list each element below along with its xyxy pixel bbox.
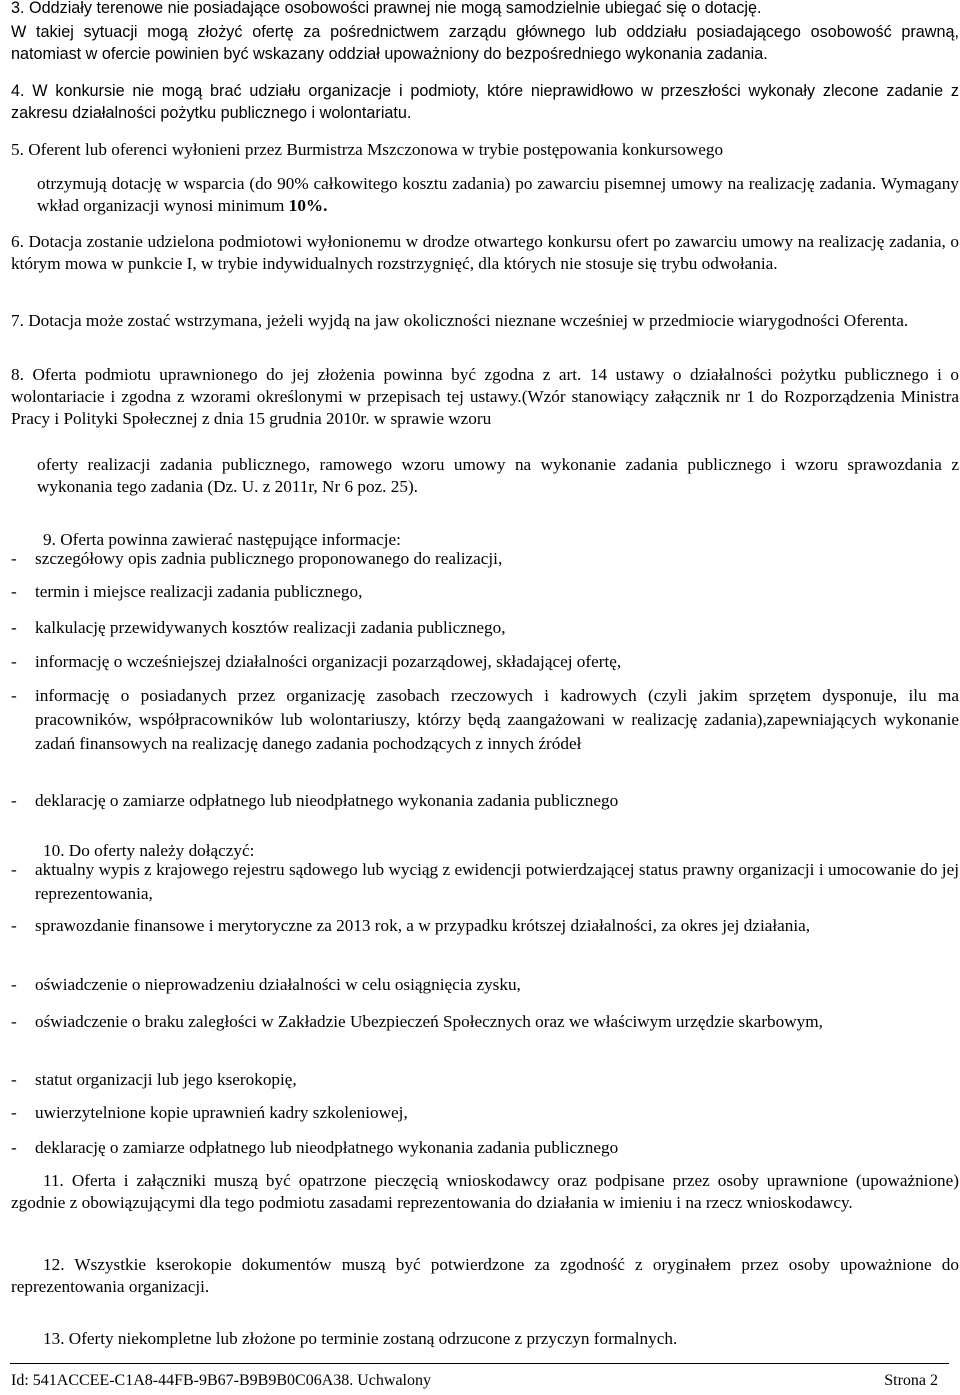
dash-bullet: -	[11, 582, 17, 601]
paragraph-11	[11, 1170, 959, 1214]
list-item-text: statut organizacji lub jego kserokopię,	[35, 1070, 297, 1089]
paragraph-3-first-line: Oddziały terenowe nie posiadające osobowości prawnej nie mogą samodzielnie ubiegać się o dotację.	[29, 0, 762, 17]
paragraph-13-text: Oferty niekompletne lub złożone po terminie zostaną odrzucone z przyczyn formalnych.	[68, 1329, 678, 1349]
list-item	[11, 789, 959, 813]
list-item-text: oświadczenie o nieprowadzeniu działalności w celu osiągnięcia zysku,	[35, 975, 521, 994]
paragraph-4-text: W konkursie nie mogą brać udziału organizacje i podmioty, które nieprawidłowo w przeszłości wykonały zlecone zadanie z zakresu działalności pożytku publicznego i wolontariatu.	[11, 82, 959, 122]
paragraph-3-line1	[11, 0, 959, 19]
list-item-text: deklarację o zamiarze odpłatnego lub nieodpłatnego wykonania zadania publicznego	[35, 1138, 619, 1157]
dash-bullet: -	[11, 652, 17, 671]
paragraph-7-text: Dotacja może zostać wstrzymana, jeżeli wyjdą na jaw okoliczności nieznane wcześniej w przedmiocie wiarygodności Oferenta.	[28, 311, 909, 330]
paragraph-5-line1	[11, 139, 959, 161]
dash-bullet: -	[11, 618, 17, 637]
paragraph-5-first-line: Oferent lub oferenci wyłonieni przez Burmistrza Mszczonowa w trybie postępowania konkursowego	[28, 140, 724, 159]
paragraph-7-number: 7.	[11, 311, 24, 330]
paragraph-11-number: 11.	[43, 1171, 64, 1190]
list-item-text: uwierzytelnione kopie uprawnień kadry szkoleniowej,	[35, 1103, 408, 1122]
paragraph-12-text: Wszystkie kserokopie dokumentów muszą być potwierdzone za zgodność z oryginałem przez osoby upoważnione do reprezentowania organizacji.	[11, 1255, 959, 1296]
list-item	[11, 1068, 959, 1092]
dash-bullet: -	[11, 1138, 17, 1157]
list-item-text: oświadczenie o braku zaległości w Zakładzie Ubezpieczeń Społecznych oraz we właściwym urzędzie skarbowym,	[35, 1012, 823, 1031]
list-item	[11, 650, 959, 674]
list-item	[11, 580, 959, 604]
dash-bullet: -	[11, 1103, 17, 1122]
dash-bullet: -	[11, 1070, 17, 1089]
dash-bullet: -	[11, 1012, 17, 1031]
list-item-text: deklarację o zamiarze odpłatnego lub nieodpłatnego wykonania zadania publicznego	[35, 791, 619, 810]
paragraph-12	[11, 1254, 959, 1298]
footer-document-id: Id: 541ACCEE-C1A8-44FB-9B67-B9B9B0C06A38. Uchwalony	[11, 1372, 431, 1389]
list-item	[11, 1010, 959, 1034]
dash-bullet: -	[11, 975, 17, 994]
dash-bullet: -	[11, 916, 17, 935]
list-item	[11, 547, 959, 571]
list-item	[11, 616, 959, 640]
paragraph-10-text: Do oferty należy dołączyć:	[68, 841, 255, 861]
list-item-text: szczegółowy opis zadnia publicznego proponowanego do realizacji,	[35, 549, 503, 568]
list-item	[11, 973, 959, 997]
paragraph-5-body: otrzymują dotację w wsparcia (do 90% całkowitego kosztu zadania) po zawarciu pisemnej umowy na realizację zadania. Wymagany wkład organizacji wynosi minimum	[37, 174, 959, 215]
paragraph-8	[11, 364, 959, 430]
paragraph-9-number: 9.	[43, 530, 56, 550]
list-item-text: termin i miejsce realizacji zadania publicznego,	[35, 582, 363, 601]
paragraph-6-text: Dotacja zostanie udzielona podmiotowi wyłonionemu w drodze otwartego konkursu ofert po zawarciu umowy na realizację zadania, o którym mowa w punkcie I, w trybie indywidualnych rozstrzygnięć, dla których nie stosuje się trybu odwołania.	[11, 232, 960, 273]
list-item-text: informację o wcześniejszej działalności organizacji pozarządowej, składającej ofertę,	[35, 652, 622, 671]
paragraph-4-number: 4.	[11, 82, 25, 100]
dash-bullet: -	[11, 860, 17, 879]
paragraph-5-number: 5.	[11, 140, 24, 159]
dash-bullet: -	[11, 686, 17, 705]
list-item-text: kalkulację przewidywanych kosztów realizacji zadania publicznego,	[35, 618, 506, 637]
paragraph-6	[11, 231, 959, 275]
list-item	[11, 914, 959, 938]
paragraph-9-text: Oferta powinna zawierać następujące informacje:	[60, 530, 401, 550]
list-item	[11, 684, 959, 756]
footer-divider	[10, 1363, 949, 1364]
paragraph-5-text	[37, 173, 959, 217]
paragraph-11-text: Oferta i załączniki muszą być opatrzone pieczęcią wnioskodawcy oraz podpisane przez osoby uprawnione (upoważnione) zgodnie z obowiązującymi dla tego podmiotu zasadami reprezentowania do działania w imieniu i na rzecz wnioskodawcy.	[11, 1171, 959, 1212]
paragraph-13	[43, 1328, 677, 1350]
paragraph-7	[11, 310, 959, 332]
paragraph-3-text: W takiej sytuacji mogą złożyć ofertę za pośrednictwem zarządu głównego lub oddziału posiadającego osobowość prawną, natomiast w ofercie powinien być wskazany oddział upoważniony do bezpośredniego wykonania zadania.	[11, 23, 959, 63]
list-item-text: informację o posiadanych przez organizację zasobach rzeczowych i kadrowych (czyli jakim sprzętem dysponuje, ilu ma pracowników, współpracowników lub wolontariuszy, którzy będą zaangażowani w realizację zadania),zapewniających wykonanie zadań finansowych na realizację danego zadania pochodzących z innych źródeł	[35, 686, 959, 753]
paragraph-8-continuation: oferty realizacji zadania publicznego, ramowego wzoru umowy na wykonanie zadania publicznego i wzoru sprawozdania z wykonania tego zadania (Dz. U. z 2011r, Nr 6 poz. 25).	[37, 455, 959, 496]
list-item	[11, 1101, 959, 1125]
paragraph-8-text: Oferta podmiotu uprawnionego do jej złożenia powinna być zgodna z art. 14 ustawy o działalności pożytku publicznego i o wolontariacie i zgodna z wzorami określonymi w przepisach tej ustawy.(Wzór stanowiący załącznik nr 1 do Rozporządzenia Ministra Pracy i Polityki Społecznej z dnia 15 grudnia 2010r. w sprawie wzoru	[11, 365, 959, 428]
list-item-text: aktualny wypis z krajowego rejestru sądowego lub wyciąg z ewidencji potwierdzającej status prawny organizacji i umocowanie do jej reprezentowania,	[35, 860, 959, 903]
dash-bullet: -	[11, 791, 17, 810]
list-item-text: sprawozdanie finansowe i merytoryczne za 2013 rok, a w przypadku krótszej działalności, za okres jej działania,	[35, 916, 811, 935]
list-item	[11, 858, 959, 906]
paragraph-3-number: 3.	[11, 0, 25, 17]
paragraph-4	[11, 80, 959, 124]
paragraph-8-number: 8.	[11, 365, 24, 384]
paragraph-5-bold-value: 10%.	[288, 196, 328, 215]
paragraph-10-number: 10.	[43, 841, 65, 861]
paragraph-12-number: 12.	[43, 1255, 65, 1274]
footer-page-number: Strona 2	[884, 1372, 938, 1389]
dash-bullet: -	[11, 549, 17, 568]
paragraph-13-number: 13.	[43, 1329, 65, 1349]
paragraph-6-number: 6.	[11, 232, 24, 251]
list-item	[11, 1136, 959, 1160]
